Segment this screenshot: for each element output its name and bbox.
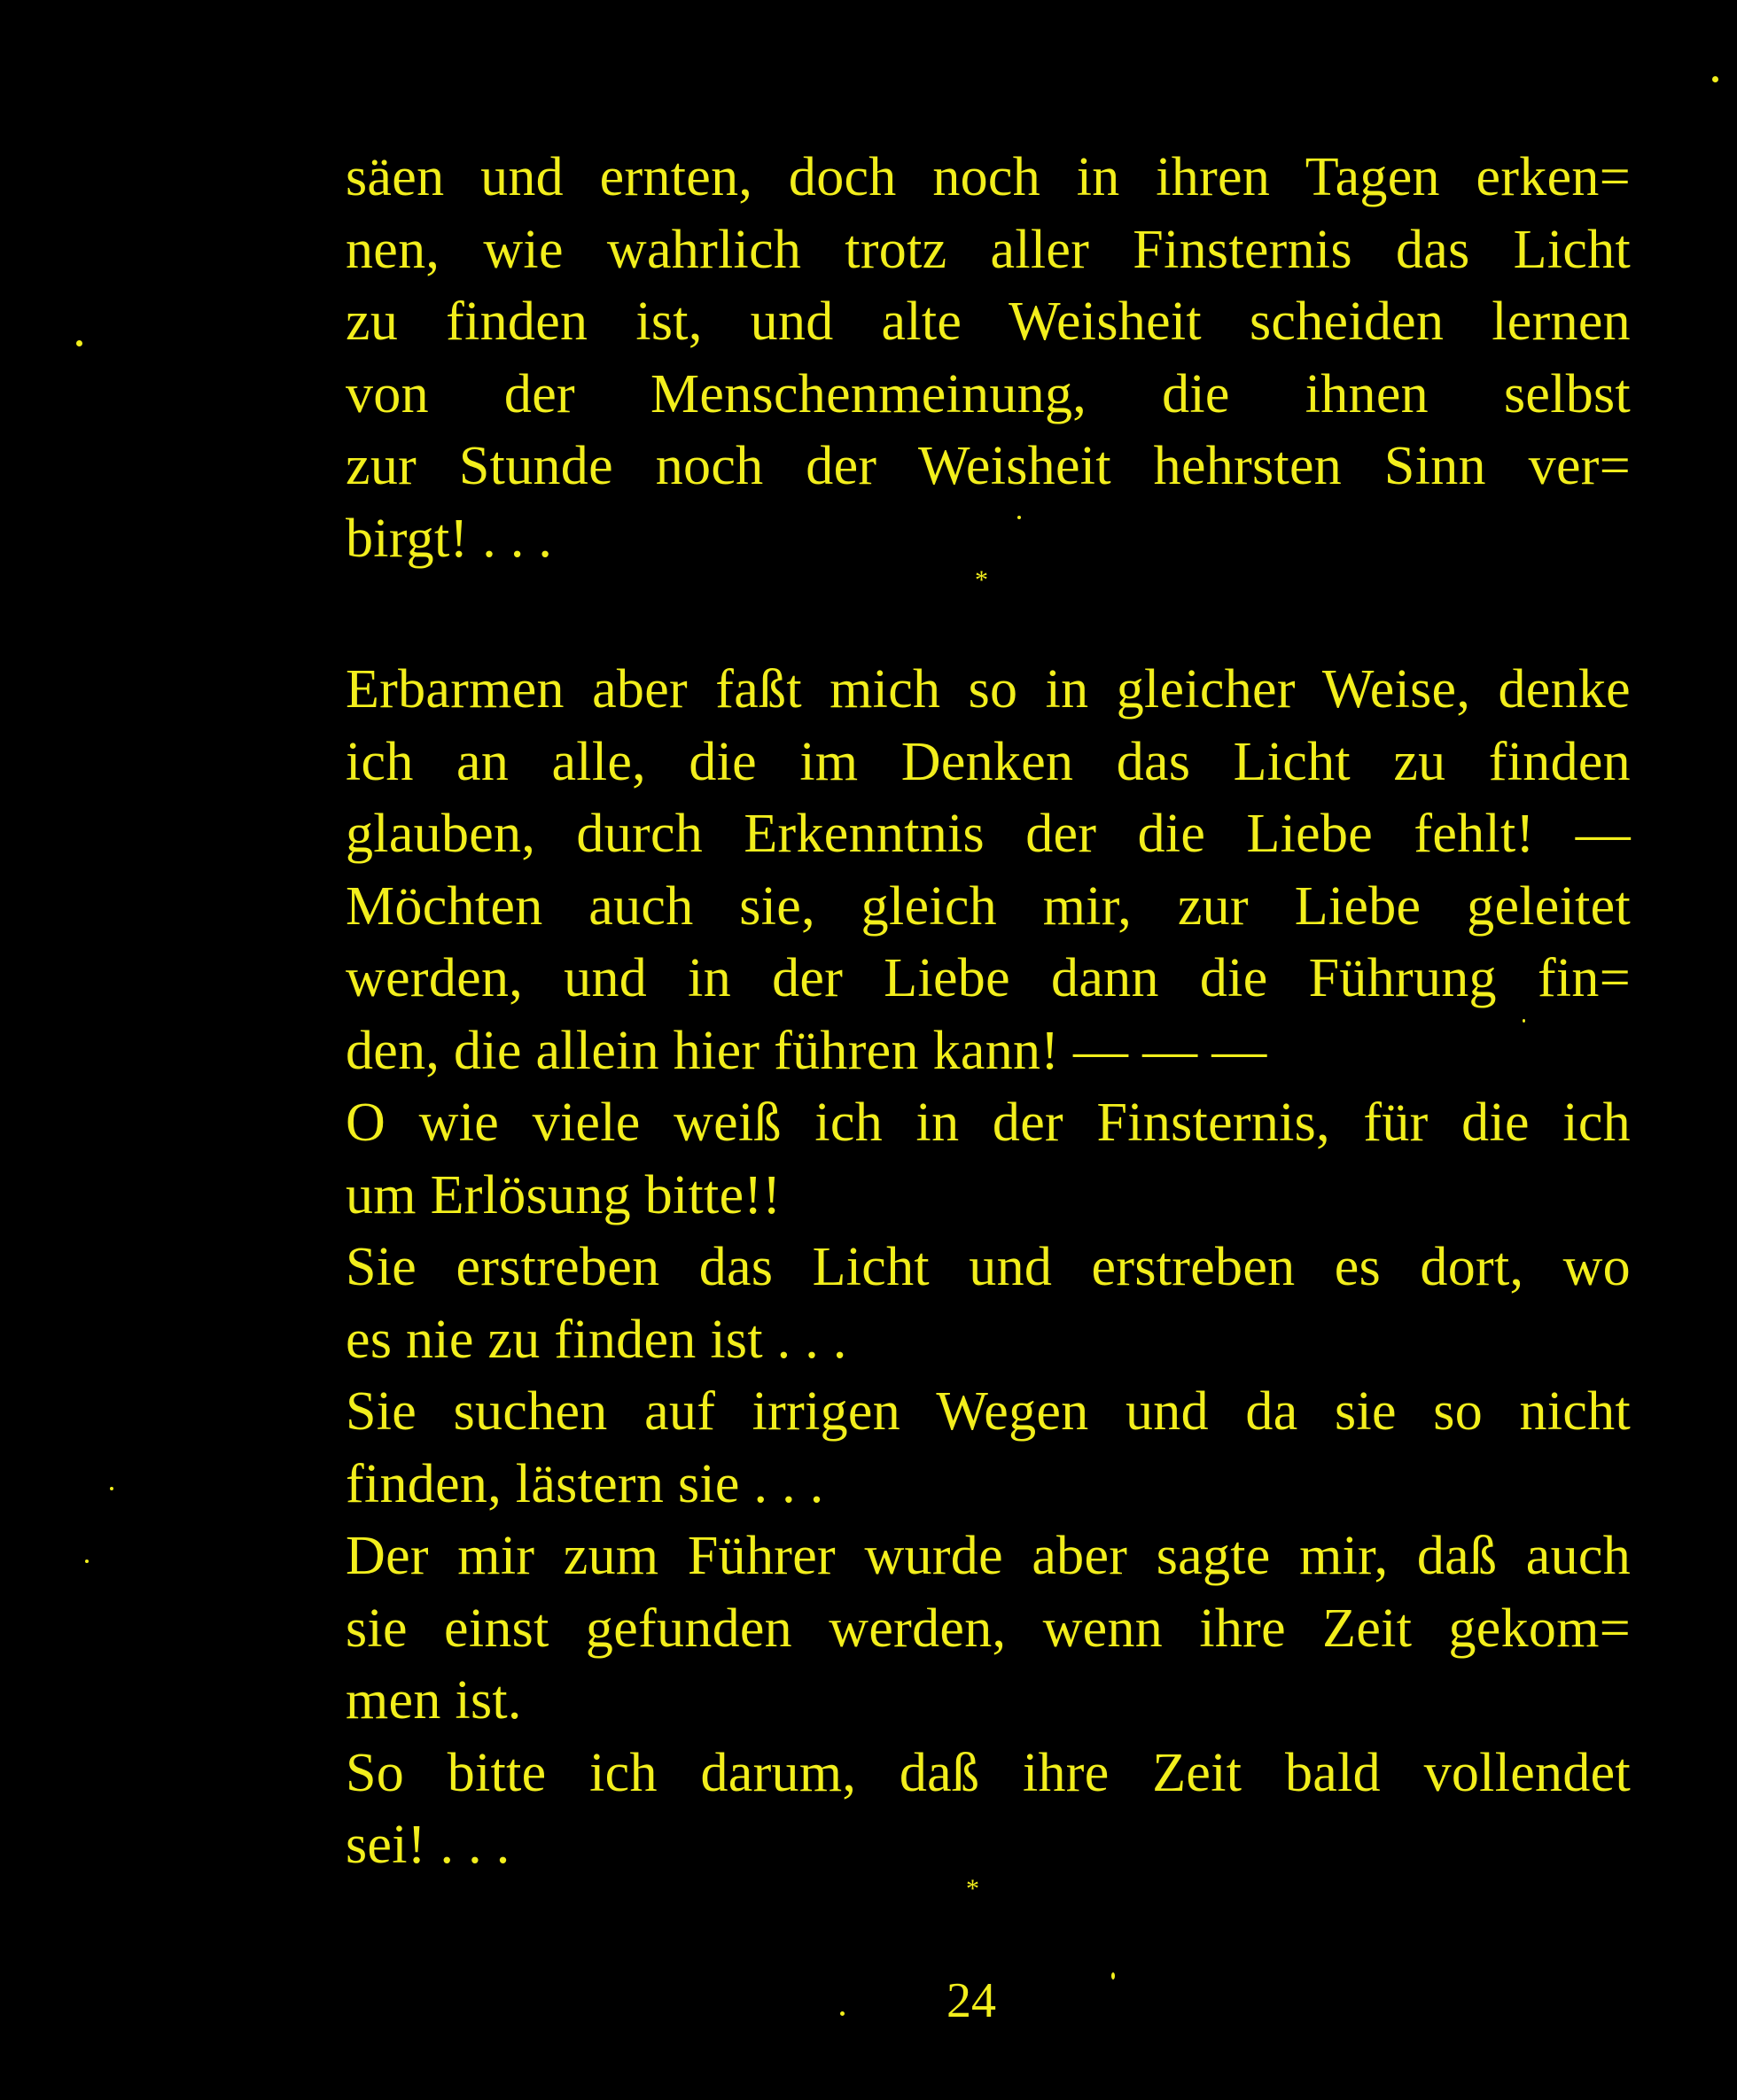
text-line: Sie erstreben das Licht und erstreben es dort, wo [346, 1237, 1631, 1297]
dust-speck [840, 2011, 845, 2016]
dust-speck [1017, 516, 1021, 519]
text-line: werden, und in der Liebe dann die Führung fin= [346, 948, 1631, 1008]
text-line: Der mir zum Führer wurde aber sagte mir, daß auch [346, 1526, 1631, 1586]
dust-speck [76, 340, 82, 346]
text-line: Sie suchen auf irrigen Wegen und da sie so nicht [346, 1381, 1631, 1442]
page-number: 24 [946, 1973, 996, 2028]
text-line: Erbarmen aber faßt mich so in gleicher Weise, denke [346, 659, 1631, 719]
text-line: finden, lästern sie . . . [346, 1453, 824, 1514]
text-line: nen, wie wahrlich trotz aller Finsternis das Licht [346, 219, 1631, 280]
dust-speck [1111, 1972, 1115, 1979]
text-line: sei! . . . [346, 1815, 510, 1875]
text-line: birgt! . . . [346, 508, 553, 569]
dust-speck [110, 1487, 113, 1490]
text-line: sie einst gefunden werden, wenn ihre Zeit gekom= [346, 1598, 1631, 1659]
text-line: So bitte ich darum, daß ihre Zeit bald vollendet [346, 1742, 1631, 1803]
dust-speck [1523, 1019, 1525, 1023]
text-line: um Erlösung bitte!! [346, 1164, 782, 1225]
dust-speck [1712, 76, 1718, 82]
text-line: zu finden ist, und alte Weisheit scheiden lernen [346, 292, 1631, 352]
section-separator-star: * [966, 1874, 979, 1903]
paragraph-2 [346, 654, 1631, 1882]
text-line: glauben, durch Erkenntnis der die Liebe fehlt! — [346, 804, 1631, 864]
text-line: men ist. [346, 1670, 522, 1731]
text-line: O wie viele weiß ich in der Finsternis, für die ich [346, 1093, 1631, 1153]
text-line: säen und ernten, doch noch in ihren Tagen erken= [346, 147, 1631, 207]
text-line: zur Stunde noch der Weisheit hehrsten Sinn ver= [346, 436, 1631, 496]
text-line: Möchten auch sie, gleich mir, zur Liebe geleitet [346, 875, 1631, 937]
text-line: den, die allein hier führen kann! — — — [346, 1020, 1267, 1081]
text-line: von der Menschenmeinung, die ihnen selbst [346, 363, 1631, 424]
text-line: ich an alle, die im Denken das Licht zu finden [346, 731, 1631, 792]
section-separator-star: * [975, 565, 988, 595]
paragraph-1 [346, 142, 1631, 575]
text-line: es nie zu finden ist . . . [346, 1309, 847, 1370]
dust-speck [85, 1559, 89, 1563]
